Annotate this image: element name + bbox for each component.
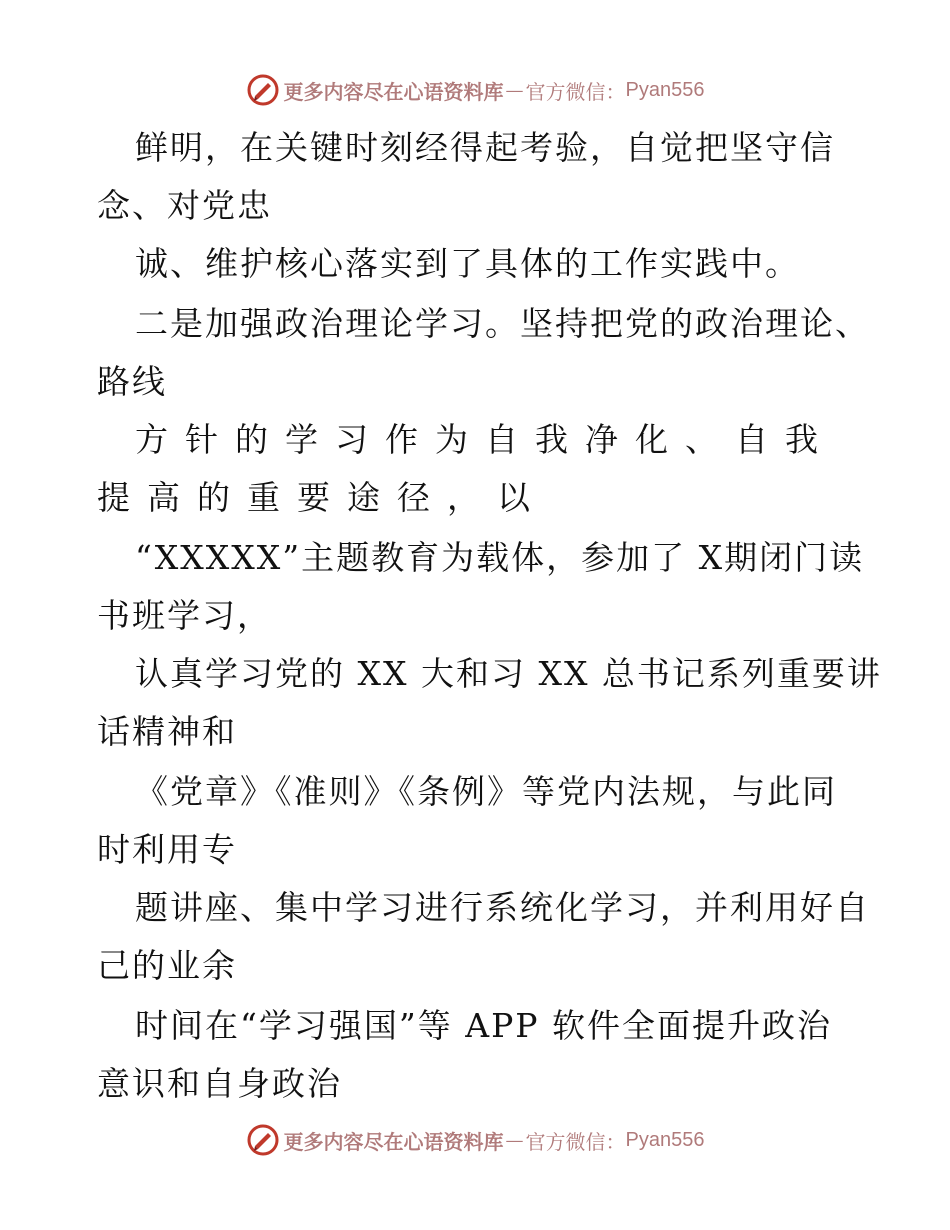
banner-main-text: 更多内容尽在心语资料库: [283, 1129, 504, 1154]
text-line: 时利用专: [97, 830, 237, 869]
text-line: 话精神和: [97, 712, 237, 751]
banner-wechat-id: Pyan556: [625, 78, 705, 101]
banner-dash: —: [505, 1129, 524, 1151]
text-line: 二是加强政治理论学习。坚持把党的政治理论、: [135, 304, 870, 343]
text-line: “XXXXX”主题教育为载体，参加了 X期闭门读: [135, 538, 865, 577]
logo-icon: [246, 1123, 280, 1157]
text-line: 诚、维护核心落实到了具体的工作实践中。: [135, 244, 800, 283]
banner-sub-text: 官方微信：: [525, 79, 626, 104]
text-line: 时间在“学习强国”等 APP 软件全面提升政治: [135, 1006, 832, 1045]
text-line: 念、对党忠: [97, 186, 272, 225]
text-line: 方针的学习作为自我净化、自我: [135, 420, 835, 459]
text-line: 《党章》《准则》《条例》等党内法规，与此同: [135, 772, 837, 811]
banner-wechat-id: Pyan556: [625, 1128, 705, 1151]
text-line: 认真学习党的 XX 大和习 XX 总书记系列重要讲: [135, 654, 882, 693]
text-line: 路线: [97, 362, 167, 401]
banner-main-text: 更多内容尽在心语资料库: [283, 79, 504, 104]
text-line: 书班学习，: [97, 596, 272, 635]
banner-dash: —: [505, 79, 524, 101]
text-line: 提高的重要途径，以: [97, 478, 547, 517]
text-line: 己的业余: [97, 946, 237, 985]
banner-sub-text: 官方微信：: [525, 1129, 626, 1154]
footer-banner: [0, 1120, 950, 1160]
text-line: 题讲座、集中学习进行系统化学习，并利用好自: [135, 888, 870, 927]
text-line: 意识和自身政治: [97, 1064, 342, 1103]
text-line: 鲜明，在关键时刻经得起考验，自觉把坚守信: [135, 128, 835, 167]
